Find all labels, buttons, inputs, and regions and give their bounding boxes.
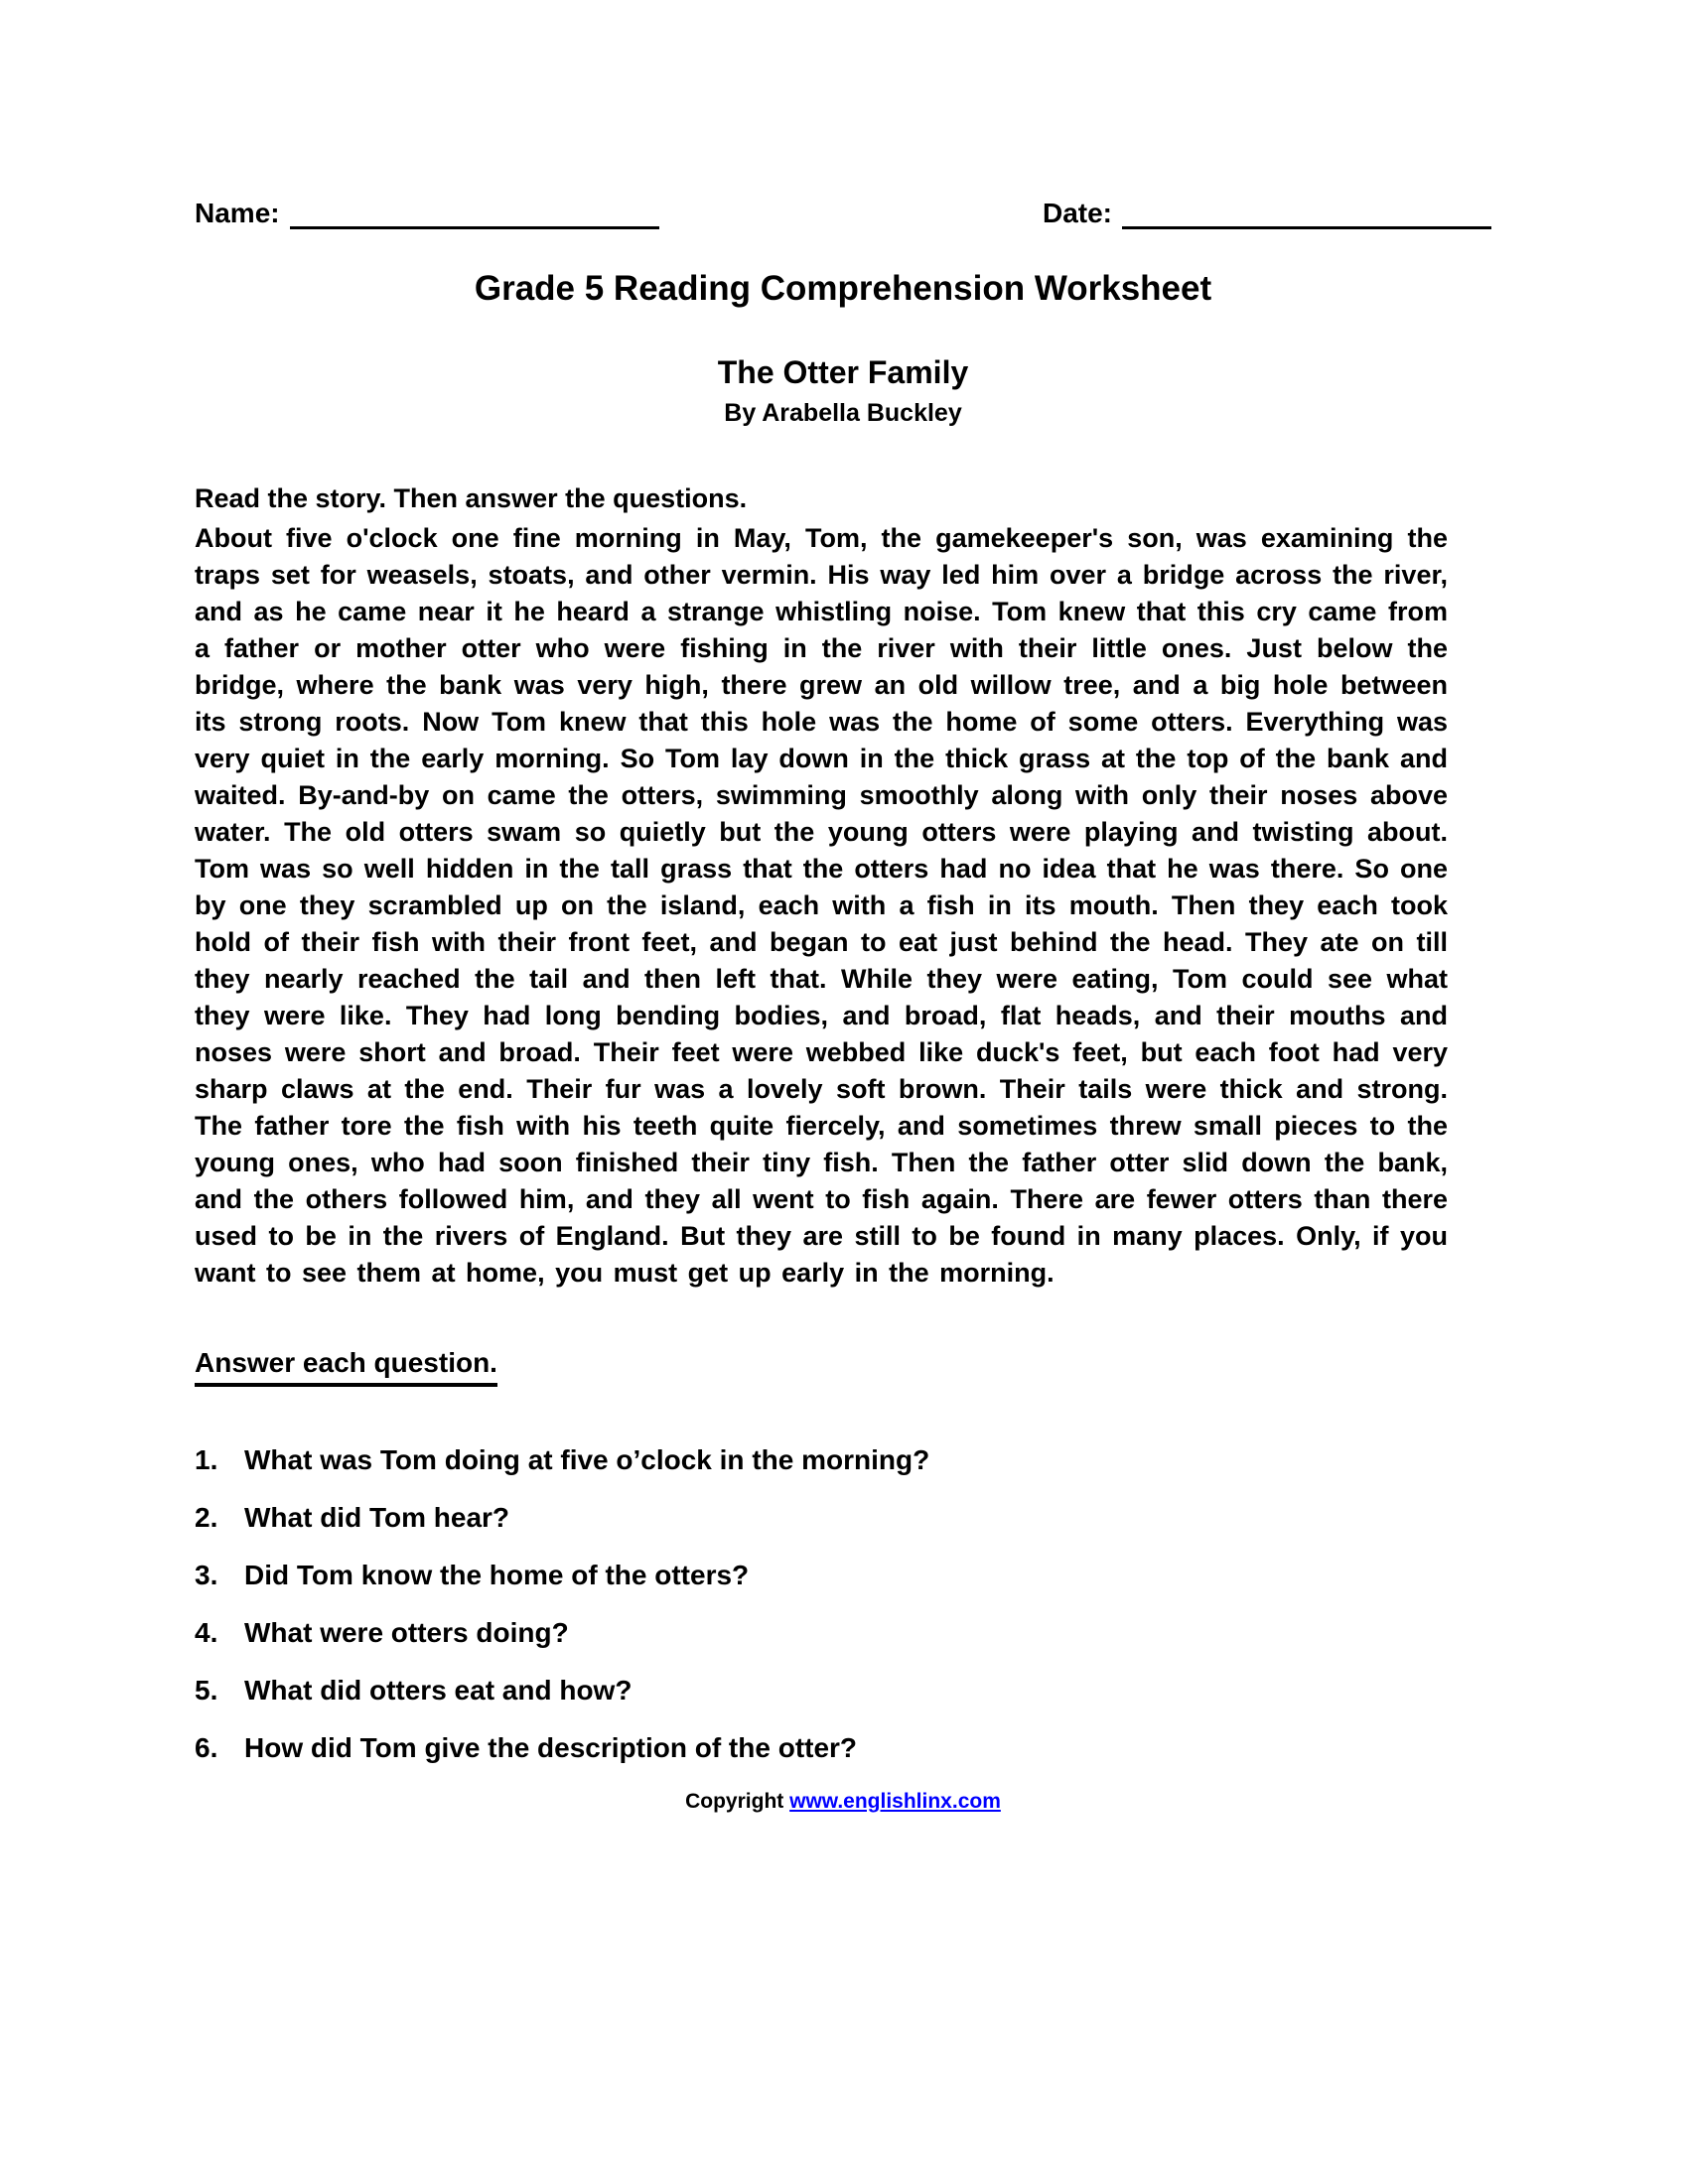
story-instructions: Read the story. Then answer the questions. [195,483,748,513]
date-blank-line [1122,197,1491,229]
questions-heading-wrap [195,1347,1491,1387]
copyright-link[interactable]: www.englishlinx.com [789,1790,1001,1813]
header [195,197,1491,229]
question-item-3 [195,1560,1491,1591]
question-text: How did Tom give the description of the otter? [244,1732,858,1763]
question-text: What did Tom hear? [244,1502,510,1533]
question-item-2 [195,1502,1491,1534]
name-blank-line [290,197,659,229]
copyright-label: Copyright [685,1790,784,1813]
date-field [1043,197,1491,229]
question-item-5 [195,1675,1491,1706]
questions-heading: Answer each question. [195,1347,497,1387]
question-text: What was Tom doing at five o’clock in the morning? [244,1444,930,1475]
question-text: Did Tom know the home of the otters? [244,1560,750,1590]
question-text: What did otters eat and how? [244,1675,633,1706]
question-number: 4. [195,1617,218,1648]
question-item-6 [195,1732,1491,1764]
questions-list [195,1444,1491,1764]
date-label: Date: [1042,198,1112,228]
question-number: 1. [195,1444,218,1475]
question-item-4 [195,1617,1491,1649]
story-body: About five o'clock one fine morning in May, Tom, the gamekeeper's son, was examining the traps set for weasels, stoats, and other vermin. His way led him over a bridge across the river, and as he came near it he heard a strange whistling noise. Tom knew that this cry came from a father or mother otter who were fishing in the river with their little ones. Just below the bridge, where the bank was very high, there grew an old willow tree, and a big hole between its strong roots. Now Tom knew that this hole was the home of some otters. Everything was very quiet in the early morning. So Tom lay down in the thick grass at the top of the bank and waited. By-and-by on came the otters, swimming smoothly along with only their noses above water. The old otters swam so quietly but the young otters were playing and twisting about. Tom was so well hidden in the tall grass that the otters had no idea that he was there. So one by one they scrambled up on the island, each with a fish in its mouth. Then they each took hold of their fish with their front feet, and began to eat just behind the head. They ate on till they nearly reached the tail and then left that. While they were eating, Tom could see what they were like. They had long bending bodies, and broad, flat heads, and their mouths and noses were short and broad. Their feet were webbed like duck's feet, but each foot had very sharp claws at the end. Their fur was a lovely soft brown. Their tails were thick and strong. The father tore the fish with his teeth quite fiercely, and sometimes threw small pieces to the young ones, who had soon finished their tiny fish. Then the father otter slid down the bank, and the others followed him, and they all went to fish again. There are fewer otters than there used to be in the rivers of England. But they are still to be found in many places. Only, if you want to see them at home, you must get up early in the morning. [195,523,1448,1288]
question-number: 6. [195,1732,218,1763]
question-number: 5. [195,1675,218,1706]
page-title: Grade 5 Reading Comprehension Worksheet [474,269,1212,308]
footer [195,1790,1491,1814]
name-field [195,197,659,229]
question-number: 3. [195,1560,218,1590]
question-item-1 [195,1444,1491,1476]
name-label: Name: [195,198,280,228]
story-title: The Otter Family [717,354,969,390]
story-byline: By Arabella Buckley [724,399,962,427]
question-number: 2. [195,1502,218,1533]
question-text: What were otters doing? [244,1617,569,1648]
